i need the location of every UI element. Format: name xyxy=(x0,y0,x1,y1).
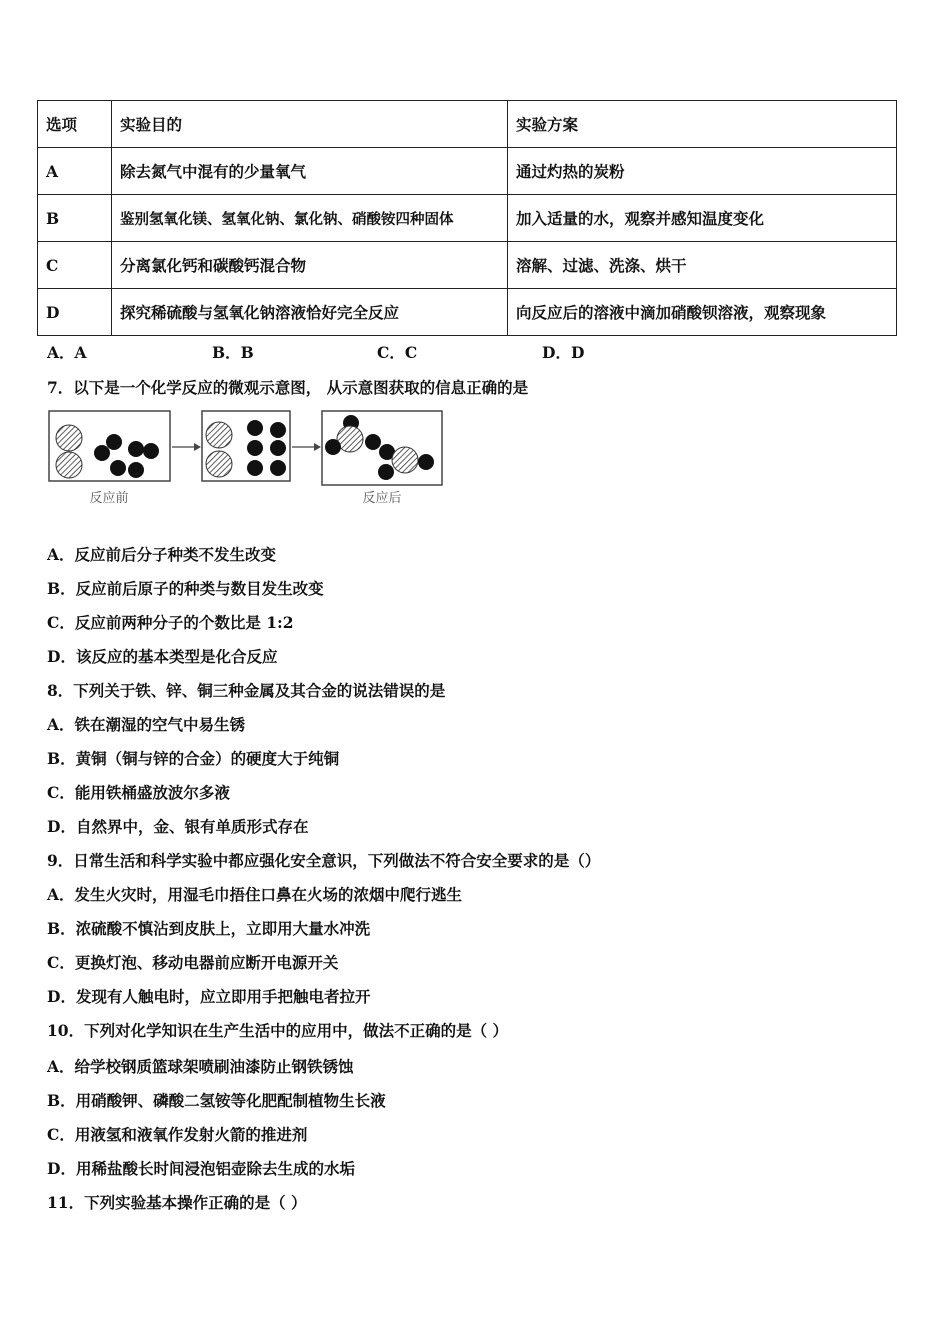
q10-option-a[interactable]: A．给学校钢质篮球架喷刷油漆防止钢铁锈蚀 xyxy=(47,1057,354,1076)
q8-stem: 8．下列关于铁、锌、铜三种金属及其合金的说法错误的是 xyxy=(47,681,446,700)
q8-option-d[interactable]: D．自然界中，金、银有单质形式存在 xyxy=(47,817,309,836)
table-cell: 除去氮气中混有的少量氧气 xyxy=(112,148,508,195)
table-row xyxy=(38,289,897,336)
q7-option-c[interactable]: C．反应前两种分子的个数比是 1:2 xyxy=(47,613,294,632)
table-header-cell: 选项 xyxy=(38,101,112,148)
q8-option-c[interactable]: C．能用铁桶盛放波尔多液 xyxy=(47,783,230,802)
table-cell: 分离氯化钙和碳酸钙混合物 xyxy=(112,242,508,289)
black-atom xyxy=(270,460,286,476)
q9-option-b[interactable]: B．浓硫酸不慎沾到皮肤上，立即用大量水冲洗 xyxy=(47,919,371,938)
q10-stem: 10．下列对化学知识在生产生活中的应用中，做法不正确的是（ ） xyxy=(47,1021,508,1040)
table-cell: 溶解、过滤、洗涤、烘干 xyxy=(508,242,897,289)
table-cell: D xyxy=(38,289,112,336)
black-atom xyxy=(110,460,126,476)
q7-option-d[interactable]: D．该反应的基本类型是化合反应 xyxy=(47,647,278,666)
table-cell: C xyxy=(38,242,112,289)
q9-stem: 9．日常生活和科学实验中都应强化安全意识，下列做法不符合安全要求的是（） xyxy=(47,851,601,870)
table-row xyxy=(38,242,897,289)
table-row xyxy=(38,195,897,242)
hatched-atom xyxy=(206,422,232,448)
q8-option-a[interactable]: A．铁在潮湿的空气中易生锈 xyxy=(47,715,246,734)
q8-option-b[interactable]: B．黄铜（铜与锌的合金）的硬度大于纯铜 xyxy=(47,749,340,768)
black-atom xyxy=(325,439,341,455)
q10-option-b[interactable]: B．用硝酸钾、磷酸二氢铵等化肥配制植物生长液 xyxy=(47,1091,386,1110)
table-row xyxy=(38,148,897,195)
table-cell: 通过灼热的炭粉 xyxy=(508,148,897,195)
black-atom xyxy=(270,422,286,438)
after-label: 反应后 xyxy=(362,491,402,506)
hatched-atom xyxy=(56,452,82,478)
q9-option-c[interactable]: C．更换灯泡、移动电器前应断开电源开关 xyxy=(47,953,339,972)
q7-option-b[interactable]: B．反应前后原子的种类与数目发生改变 xyxy=(47,579,324,598)
q7-option-a[interactable]: A．反应前后分子种类不发生改变 xyxy=(47,545,277,564)
black-atom xyxy=(128,462,144,478)
table-cell: B xyxy=(38,195,112,242)
experiment-table xyxy=(37,100,897,336)
black-atom xyxy=(270,440,286,456)
answer-option-d[interactable]: D．D xyxy=(542,343,585,362)
table-header-cell: 实验目的 xyxy=(112,101,508,148)
black-atom xyxy=(365,434,381,450)
hatched-atom xyxy=(56,425,82,451)
table-cell: A xyxy=(38,148,112,195)
black-atom xyxy=(106,434,122,450)
table-header-row xyxy=(38,101,897,148)
black-atom xyxy=(418,454,434,470)
black-atom xyxy=(94,445,110,461)
before-label: 反应前 xyxy=(89,491,129,506)
answer-option-c[interactable]: C．C xyxy=(377,343,418,362)
q9-option-a[interactable]: A．发生火灾时，用湿毛巾捂住口鼻在火场的浓烟中爬行逃生 xyxy=(47,885,463,904)
table-cell: 鉴别氢氧化镁、氢氧化钠、氯化钠、硝酸铵四种固体 xyxy=(112,195,508,242)
black-atom xyxy=(143,443,159,459)
q11-stem: 11．下列实验基本操作正确的是（ ） xyxy=(47,1193,307,1212)
black-atom xyxy=(247,420,263,436)
answer-option-a[interactable]: A．A xyxy=(47,343,87,362)
table-cell: 探究稀硫酸与氢氧化钠溶液恰好完全反应 xyxy=(112,289,508,336)
q7-stem: 7．以下是一个化学反应的微观示意图， 从示意图获取的信息正确的是 xyxy=(47,378,529,397)
hatched-atom xyxy=(206,451,232,477)
table-cell: 向反应后的溶液中滴加硝酸钡溶液，观察现象 xyxy=(508,289,897,336)
black-atom xyxy=(247,440,263,456)
black-atom xyxy=(247,460,263,476)
answer-option-b[interactable]: B．B xyxy=(212,343,254,362)
hatched-atom xyxy=(392,447,418,473)
q10-option-c[interactable]: C．用液氢和液氧作发射火箭的推进剂 xyxy=(47,1125,308,1144)
reaction-diagram xyxy=(45,405,445,510)
q10-option-d[interactable]: D．用稀盐酸长时间浸泡铝壶除去生成的水垢 xyxy=(47,1159,355,1178)
black-atom xyxy=(378,464,394,480)
table-header-cell: 实验方案 xyxy=(508,101,897,148)
black-atom xyxy=(128,441,144,457)
q9-option-d[interactable]: D．发现有人触电时，应立即用手把触电者拉开 xyxy=(47,987,371,1006)
table-cell: 加入适量的水，观察并感知温度变化 xyxy=(508,195,897,242)
